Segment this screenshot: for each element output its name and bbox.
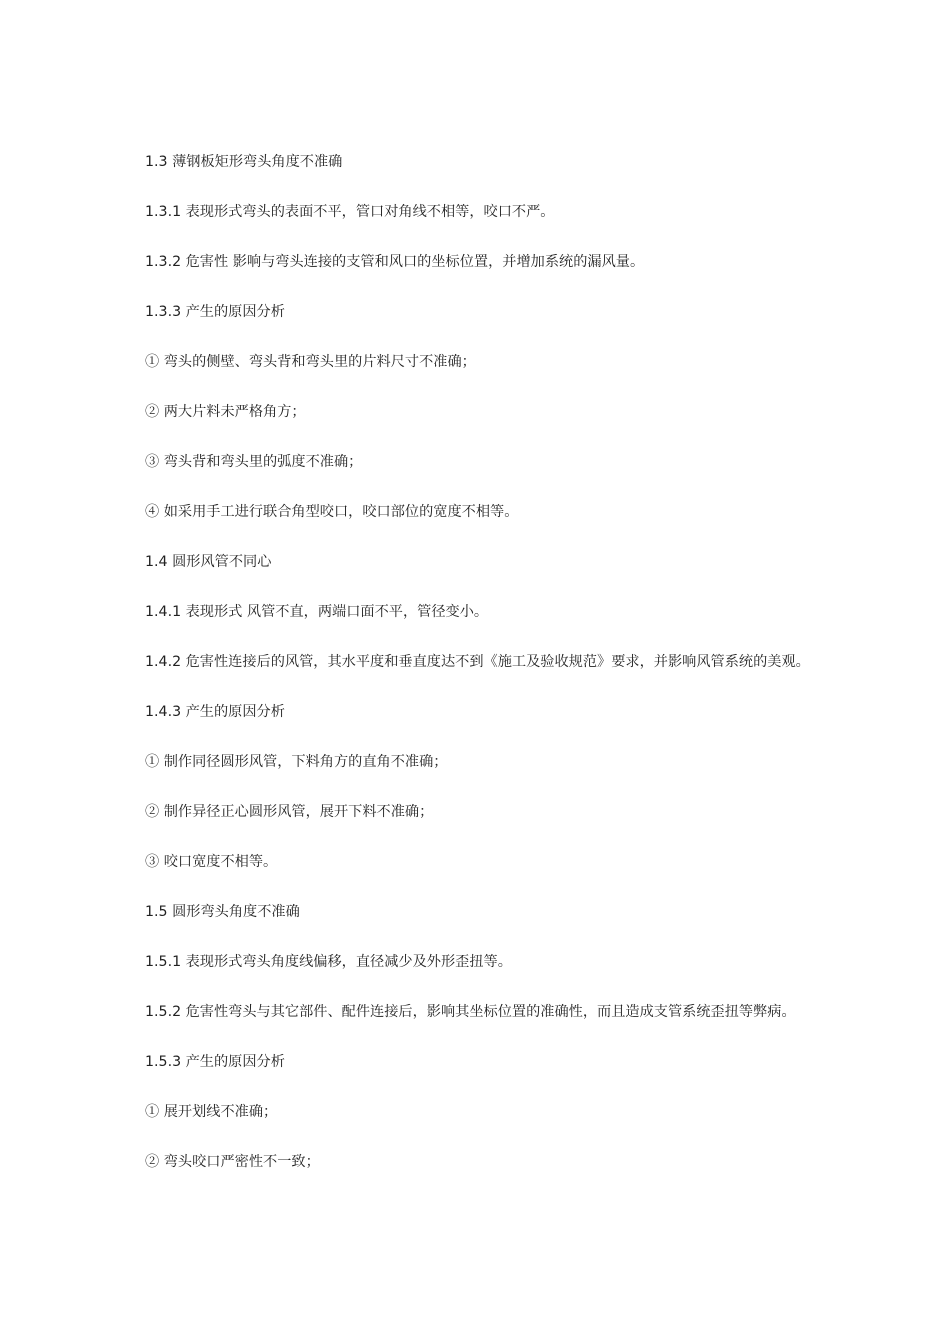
list-item-text: ④ 如采用手工进行联合角型咬口，咬口部位的宽度不相等。 [145, 504, 519, 520]
list-item [145, 850, 813, 875]
paragraph-1-3-2 [145, 250, 813, 275]
list-item-text: ② 两大片料未严格角方； [145, 404, 306, 420]
list-item [145, 1150, 813, 1175]
list-item-text: ③ 咬口宽度不相等。 [145, 854, 278, 870]
paragraph-1-4-2 [145, 650, 813, 675]
paragraph-1-5-2 [145, 1000, 813, 1025]
list-item [145, 450, 813, 475]
section-text: 圆形风管不同心 [167, 554, 272, 570]
section-number: 1.3 [145, 154, 168, 170]
section-text: 产生的原因分析 [181, 1054, 285, 1070]
section-text: 圆形弯头角度不准确 [167, 904, 300, 920]
section-text: 薄钢板矩形弯头角度不准确 [167, 154, 343, 170]
heading-1-5 [145, 900, 813, 925]
section-text: 产生的原因分析 [181, 304, 285, 320]
list-item-text: ② 制作异径正心圆形风管，展开下料不准确； [145, 804, 434, 820]
section-text: 危害性连接后的风管，其水平度和垂直度达不到《施工及验收规范》要求，并影响风管系统的美观。 [181, 654, 810, 670]
list-item-text: ① 展开划线不准确； [145, 1104, 278, 1120]
section-text: 表现形式弯头的表面不平，管口对角线不相等，咬口不严。 [181, 204, 555, 220]
section-number: 1.5.1 [145, 954, 182, 970]
list-item-text: ① 制作同径圆形风管，下料角方的直角不准确； [145, 754, 448, 770]
heading-1-3 [145, 150, 813, 175]
section-number: 1.4.2 [145, 654, 182, 670]
section-number: 1.4 [145, 554, 168, 570]
list-item [145, 750, 813, 775]
section-text: 危害性弯头与其它部件、配件连接后，影响其坐标位置的准确性，而且造成支管系统歪扭等弊病。 [181, 1004, 796, 1020]
section-text: 产生的原因分析 [181, 704, 285, 720]
paragraph-1-3-1 [145, 200, 813, 225]
list-item-text: ③ 弯头背和弯头里的弧度不准确； [145, 454, 363, 470]
document-body [145, 150, 813, 1200]
section-number: 1.3.2 [145, 254, 182, 270]
section-number: 1.5.2 [145, 1004, 182, 1020]
section-number: 1.5.3 [145, 1054, 182, 1070]
paragraph-1-4-1 [145, 600, 813, 625]
section-text: 表现形式弯头角度线偏移，直径减少及外形歪扭等。 [181, 954, 512, 970]
list-item [145, 800, 813, 825]
list-item [145, 500, 813, 525]
paragraph-1-3-3 [145, 300, 813, 325]
list-item-text: ② 弯头咬口严密性不一致； [145, 1154, 320, 1170]
section-number: 1.3.3 [145, 304, 182, 320]
paragraph-1-4-3 [145, 700, 813, 725]
paragraph-1-5-1 [145, 950, 813, 975]
section-number: 1.4.1 [145, 604, 182, 620]
section-number: 1.5 [145, 904, 168, 920]
list-item [145, 350, 813, 375]
section-text: 危害性 影响与弯头连接的支管和风口的坐标位置，并增加系统的漏风量。 [181, 254, 645, 270]
paragraph-1-5-3 [145, 1050, 813, 1075]
list-item-text: ① 弯头的侧壁、弯头背和弯头里的片料尺寸不准确； [145, 354, 476, 370]
list-item [145, 400, 813, 425]
section-number: 1.3.1 [145, 204, 182, 220]
section-text: 表现形式 风管不直，两端口面不平，管径变小。 [181, 604, 489, 620]
section-number: 1.4.3 [145, 704, 182, 720]
heading-1-4 [145, 550, 813, 575]
list-item [145, 1100, 813, 1125]
